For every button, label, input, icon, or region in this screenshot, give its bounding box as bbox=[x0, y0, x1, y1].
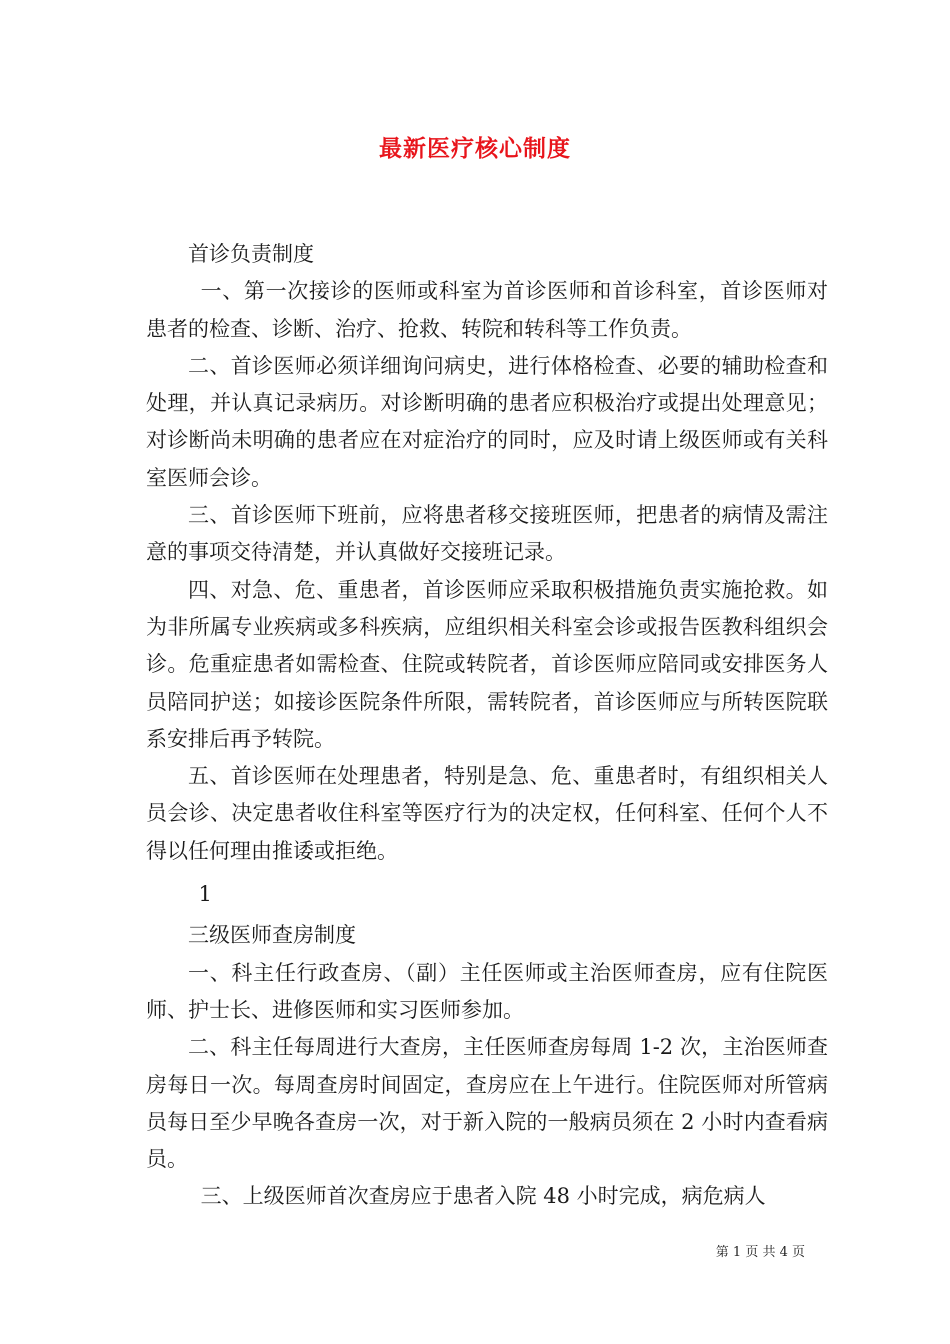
paragraph: 一、第一次接诊的医师或科室为首诊医师和首诊科室，首诊医师对患者的检查、诊断、治疗、抢救、转院和转科等工作负责。 bbox=[146, 279, 828, 341]
document-body bbox=[146, 236, 828, 1216]
paragraph: 三、首诊医师下班前，应将患者移交接班医师，把患者的病情及需注意的事项交待清楚，并认真做好交接班记录。 bbox=[146, 503, 828, 565]
page-indicator: 第 1 页 共 4 页 bbox=[715, 1245, 805, 1260]
paragraph: 五、首诊医师在处理患者，特别是急、危、重患者时，有组织相关人员会诊、决定患者收住科室等医疗行为的决定权，任何科室、任何个人不得以任何理由推诿或拒绝。 bbox=[146, 764, 828, 863]
paragraph: 二、科主任每周进行大查房，主任医师查房每周 1-2 次，主治医师查房每日一次。每周查房时间固定，查房应在上午进行。住院医师对所管病员每日至少早晚各查房一次，对于新入院的一般病员须在 2 小时内查看病员。 bbox=[146, 1035, 828, 1172]
paragraph: 二、首诊医师必须详细询问病史，进行体格检查、必要的辅助检查和处理，并认真记录病历。对诊断明确的患者应积极治疗或提出处理意见；对诊断尚未明确的患者应在对症治疗的同时，应及时请上级医师或有关科室医师会诊。 bbox=[146, 353, 828, 490]
section-heading-first-visit: 首诊负责制度 bbox=[188, 242, 314, 266]
section-number: 1 bbox=[198, 882, 212, 907]
paragraph: 三、上级医师首次查房应于患者入院 48 小时完成，病危病人 bbox=[200, 1184, 766, 1209]
paragraph: 一、科主任行政查房、（副）主任医师或主治医师查房，应有住院医师、护士长、进修医师和实习医师参加。 bbox=[146, 960, 828, 1022]
document-title: 最新医疗核心制度 bbox=[379, 135, 571, 162]
section-heading-ward-rounds: 三级医师查房制度 bbox=[188, 923, 356, 948]
paragraph: 四、对急、危、重患者，首诊医师应采取积极措施负责实施抢救。如为非所属专业疾病或多科疾病，应组织相关科室会诊或报告医教科组织会诊。危重症患者如需检查、住院或转院者，首诊医师应陪同或安排医务人员陪同护送；如接诊医院条件所限，需转院者，首诊医师应与所转医院联系安排后再予转院。 bbox=[146, 577, 828, 751]
